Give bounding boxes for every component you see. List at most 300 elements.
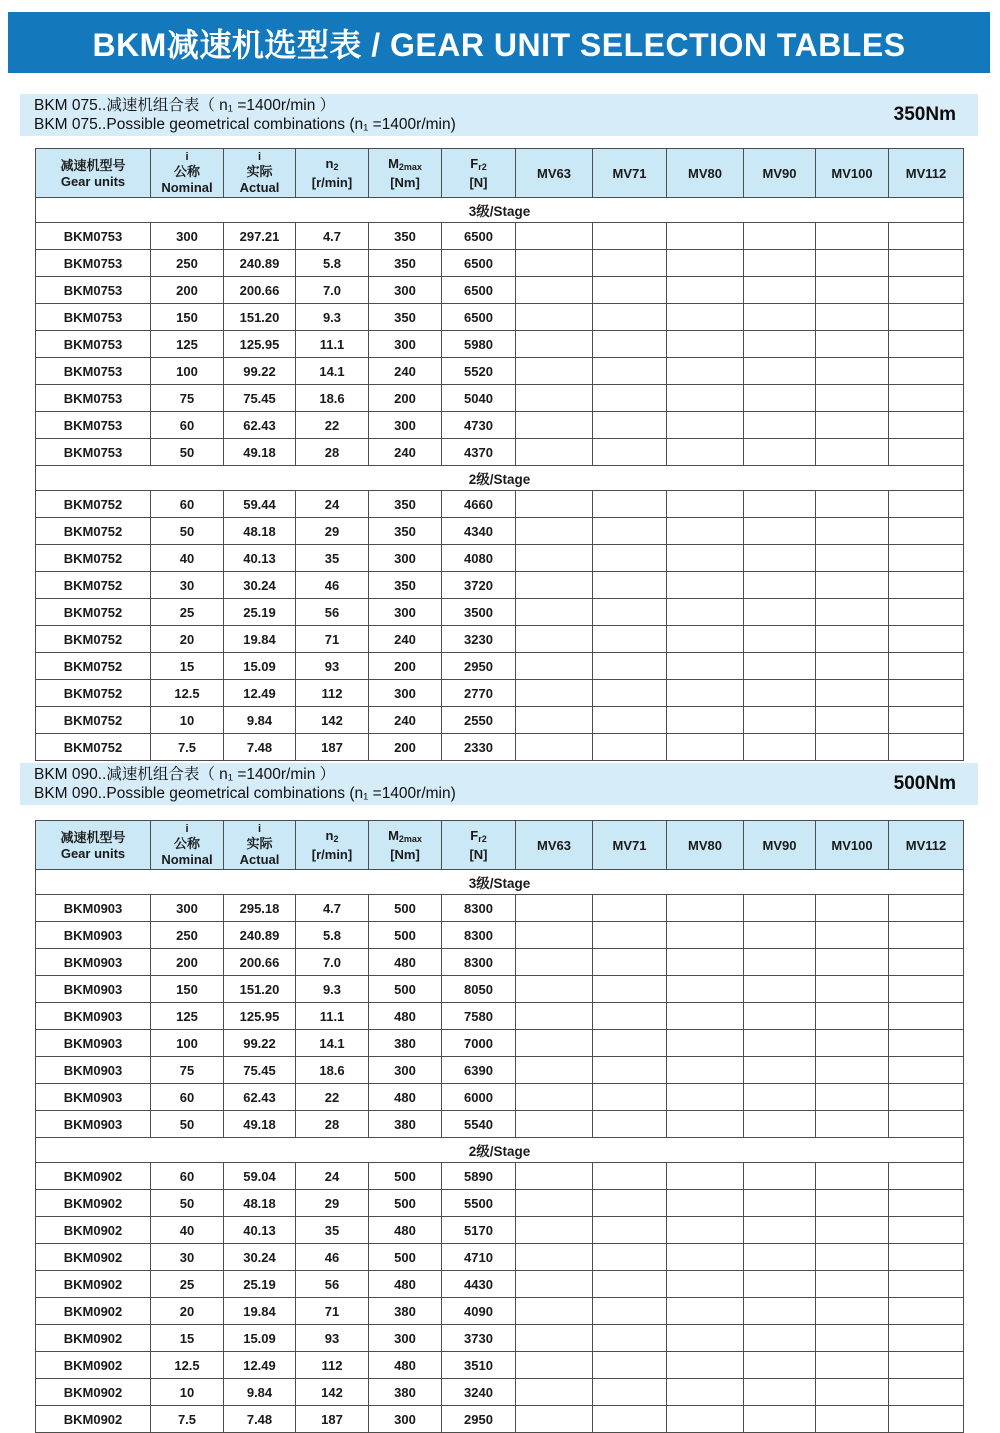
mv-availability-cell-mv80: [667, 1352, 744, 1379]
mv-availability-cell-mv112: [889, 1003, 964, 1030]
mv-availability-cell-mv80: [667, 734, 744, 761]
torque-m2max-value: 240: [369, 707, 442, 734]
ratio-actual-value: 7.48: [224, 1406, 296, 1433]
ratio-nominal-value: 25: [151, 1271, 224, 1298]
mv-availability-cell-mv100: [816, 223, 889, 250]
gear-unit-model: BKM0902: [36, 1190, 151, 1217]
mv-availability-cell-mv90: [744, 626, 816, 653]
mv-availability-cell-mv71: [593, 1163, 667, 1190]
mv-availability-cell-mv80: [667, 653, 744, 680]
mv-availability-cell-mv100: [816, 385, 889, 412]
mv-availability-cell-mv71: [593, 250, 667, 277]
section-title-zh: BKM 075..减速机组合表（ n₁ =1400r/min ）: [34, 97, 336, 114]
torque-m2max-value: 480: [369, 1352, 442, 1379]
mv-availability-cell-mv63: [516, 491, 593, 518]
mv-availability-cell-mv63: [516, 1271, 593, 1298]
force-fr2-value: 6500: [442, 223, 516, 250]
mv-availability-cell-mv100: [816, 707, 889, 734]
table-header-row: [36, 821, 964, 870]
mv-availability-cell-mv90: [744, 1271, 816, 1298]
mv-availability-cell-mv100: [816, 680, 889, 707]
ratio-actual-value: 62.43: [224, 1084, 296, 1111]
speed-n2-value: 29: [296, 1190, 369, 1217]
mv-availability-cell-mv80: [667, 949, 744, 976]
mv-availability-cell-mv90: [744, 734, 816, 761]
mv-availability-cell-mv112: [889, 680, 964, 707]
speed-n2-value: 11.1: [296, 331, 369, 358]
col-header-mv100: MV100: [816, 821, 889, 870]
mv-availability-cell-mv71: [593, 734, 667, 761]
speed-n2-value: 28: [296, 1111, 369, 1138]
mv-availability-cell-mv90: [744, 439, 816, 466]
table-row: [36, 922, 964, 949]
speed-n2-value: 14.1: [296, 1030, 369, 1057]
mv-availability-cell-mv112: [889, 976, 964, 1003]
stage-band-row: [36, 870, 964, 895]
stage-band-row: [36, 1138, 964, 1163]
torque-m2max-value: 380: [369, 1111, 442, 1138]
table-row: [36, 626, 964, 653]
mv-availability-cell-mv90: [744, 922, 816, 949]
mv-availability-cell-mv71: [593, 1325, 667, 1352]
mv-availability-cell-mv90: [744, 1406, 816, 1433]
selection-table-bkm075: [35, 148, 964, 761]
page-banner: [8, 12, 990, 73]
table-header-row: [36, 149, 964, 198]
torque-m2max-value: 350: [369, 491, 442, 518]
section-header-bkm075: [20, 94, 978, 136]
ratio-actual-value: 25.19: [224, 599, 296, 626]
force-fr2-value: 2770: [442, 680, 516, 707]
table-row: [36, 491, 964, 518]
mv-availability-cell-mv80: [667, 1030, 744, 1057]
table-row: [36, 895, 964, 922]
force-fr2-value: 6390: [442, 1057, 516, 1084]
speed-n2-value: 142: [296, 707, 369, 734]
mv-availability-cell-mv100: [816, 304, 889, 331]
gear-unit-model: BKM0753: [36, 223, 151, 250]
ratio-nominal-value: 150: [151, 304, 224, 331]
mv-availability-cell-mv90: [744, 572, 816, 599]
ratio-actual-value: 12.49: [224, 1352, 296, 1379]
ratio-actual-value: 99.22: [224, 1030, 296, 1057]
force-fr2-value: 6500: [442, 277, 516, 304]
mv-availability-cell-mv112: [889, 653, 964, 680]
speed-n2-value: 46: [296, 1244, 369, 1271]
ratio-actual-value: 9.84: [224, 707, 296, 734]
mv-availability-cell-mv71: [593, 1379, 667, 1406]
mv-availability-cell-mv80: [667, 680, 744, 707]
mv-availability-cell-mv63: [516, 895, 593, 922]
mv-availability-cell-mv63: [516, 626, 593, 653]
mv-availability-cell-mv63: [516, 412, 593, 439]
mv-availability-cell-mv112: [889, 1244, 964, 1271]
ratio-actual-value: 59.44: [224, 491, 296, 518]
mv-availability-cell-mv112: [889, 895, 964, 922]
mv-availability-cell-mv90: [744, 277, 816, 304]
table-row: [36, 1190, 964, 1217]
mv-availability-cell-mv80: [667, 331, 744, 358]
col-header-mv112: MV112: [889, 821, 964, 870]
mv-availability-cell-mv100: [816, 439, 889, 466]
subscript-label: 2max: [398, 834, 422, 844]
gear-unit-model: BKM0752: [36, 599, 151, 626]
mv-availability-cell-mv90: [744, 949, 816, 976]
gear-unit-model: BKM0753: [36, 385, 151, 412]
mv-availability-cell-mv90: [744, 250, 816, 277]
mv-availability-cell-mv100: [816, 491, 889, 518]
gear-unit-model: BKM0903: [36, 976, 151, 1003]
torque-m2max-value: 300: [369, 412, 442, 439]
mv-availability-cell-mv112: [889, 572, 964, 599]
mv-availability-cell-mv71: [593, 707, 667, 734]
torque-m2max-value: 240: [369, 358, 442, 385]
mv-availability-cell-mv71: [593, 358, 667, 385]
mv-availability-cell-mv100: [816, 1325, 889, 1352]
mv-availability-cell-mv90: [744, 1111, 816, 1138]
force-fr2-value: 4370: [442, 439, 516, 466]
mv-availability-cell-mv63: [516, 223, 593, 250]
ratio-nominal-value: 200: [151, 277, 224, 304]
mv-availability-cell-mv90: [744, 385, 816, 412]
col-header-fr2: Fr2 [N]: [442, 149, 516, 198]
force-fr2-value: 8300: [442, 895, 516, 922]
ratio-actual-value: 30.24: [224, 1244, 296, 1271]
col-header-ratio-actual: i 实际 Actual: [224, 821, 296, 870]
torque-m2max-value: 380: [369, 1030, 442, 1057]
mv-availability-cell-mv71: [593, 922, 667, 949]
mv-availability-cell-mv100: [816, 1190, 889, 1217]
mv-availability-cell-mv100: [816, 1406, 889, 1433]
ratio-nominal-value: 125: [151, 331, 224, 358]
torque-m2max-value: 300: [369, 277, 442, 304]
mv-availability-cell-mv71: [593, 1271, 667, 1298]
mv-availability-cell-mv80: [667, 1379, 744, 1406]
speed-n2-value: 24: [296, 491, 369, 518]
subscript-label: 2: [333, 834, 339, 844]
mv-availability-cell-mv100: [816, 1030, 889, 1057]
ratio-actual-value: 48.18: [224, 1190, 296, 1217]
speed-n2-value: 187: [296, 734, 369, 761]
ratio-actual-value: 30.24: [224, 572, 296, 599]
table-row: [36, 1244, 964, 1271]
mv-availability-cell-mv100: [816, 922, 889, 949]
mv-availability-cell-mv100: [816, 949, 889, 976]
gear-unit-model: BKM0752: [36, 626, 151, 653]
mv-availability-cell-mv100: [816, 250, 889, 277]
table-row: [36, 1217, 964, 1244]
stage-band-label: 3级/Stage: [36, 198, 964, 223]
mv-availability-cell-mv112: [889, 385, 964, 412]
ratio-actual-value: 49.18: [224, 439, 296, 466]
ratio-actual-value: 25.19: [224, 1271, 296, 1298]
mv-availability-cell-mv112: [889, 1352, 964, 1379]
speed-n2-value: 4.7: [296, 895, 369, 922]
ratio-nominal-value: 250: [151, 250, 224, 277]
ratio-nominal-value: 60: [151, 1163, 224, 1190]
mv-availability-cell-mv90: [744, 1057, 816, 1084]
mv-availability-cell-mv112: [889, 1325, 964, 1352]
force-fr2-value: 2550: [442, 707, 516, 734]
speed-n2-value: 56: [296, 599, 369, 626]
ratio-nominal-value: 20: [151, 626, 224, 653]
mv-availability-cell-mv112: [889, 518, 964, 545]
stage-band-label: 2级/Stage: [36, 1138, 964, 1163]
mv-availability-cell-mv63: [516, 1003, 593, 1030]
ratio-nominal-value: 50: [151, 439, 224, 466]
gear-unit-model: BKM0902: [36, 1244, 151, 1271]
mv-availability-cell-mv63: [516, 1057, 593, 1084]
mv-availability-cell-mv100: [816, 599, 889, 626]
torque-m2max-value: 300: [369, 599, 442, 626]
mv-availability-cell-mv63: [516, 653, 593, 680]
table-row: [36, 385, 964, 412]
col-header-mv63: MV63: [516, 149, 593, 198]
table-row: [36, 1111, 964, 1138]
gear-unit-model: BKM0902: [36, 1163, 151, 1190]
mv-availability-cell-mv71: [593, 895, 667, 922]
stage-band-row: [36, 466, 964, 491]
col-header-mv80: MV80: [667, 149, 744, 198]
ratio-nominal-value: 12.5: [151, 680, 224, 707]
mv-availability-cell-mv100: [816, 1298, 889, 1325]
ratio-actual-value: 40.13: [224, 1217, 296, 1244]
gear-unit-model: BKM0752: [36, 572, 151, 599]
mv-availability-cell-mv63: [516, 1298, 593, 1325]
mv-availability-cell-mv112: [889, 545, 964, 572]
table-row: [36, 331, 964, 358]
mv-availability-cell-mv71: [593, 599, 667, 626]
speed-n2-value: 142: [296, 1379, 369, 1406]
torque-m2max-value: 350: [369, 223, 442, 250]
torque-m2max-value: 240: [369, 626, 442, 653]
speed-n2-value: 7.0: [296, 277, 369, 304]
subscript-label: 2max: [398, 162, 422, 172]
mv-availability-cell-mv100: [816, 1111, 889, 1138]
mv-availability-cell-mv112: [889, 734, 964, 761]
mv-availability-cell-mv90: [744, 1030, 816, 1057]
mv-availability-cell-mv63: [516, 1084, 593, 1111]
mv-availability-cell-mv80: [667, 385, 744, 412]
force-fr2-value: 5500: [442, 1190, 516, 1217]
force-fr2-value: 6500: [442, 250, 516, 277]
torque-m2max-value: 350: [369, 572, 442, 599]
ratio-nominal-value: 30: [151, 1244, 224, 1271]
table-row: [36, 1379, 964, 1406]
col-header-fr2: Fr2 [N]: [442, 821, 516, 870]
speed-n2-value: 35: [296, 1217, 369, 1244]
mv-availability-cell-mv71: [593, 277, 667, 304]
speed-n2-value: 28: [296, 439, 369, 466]
mv-availability-cell-mv112: [889, 223, 964, 250]
mv-availability-cell-mv80: [667, 976, 744, 1003]
ratio-nominal-value: 15: [151, 653, 224, 680]
mv-availability-cell-mv71: [593, 1084, 667, 1111]
ratio-actual-value: 297.21: [224, 223, 296, 250]
speed-n2-value: 46: [296, 572, 369, 599]
mv-availability-cell-mv90: [744, 1379, 816, 1406]
speed-n2-value: 7.0: [296, 949, 369, 976]
mv-availability-cell-mv90: [744, 331, 816, 358]
table-row: [36, 599, 964, 626]
col-header-mv90: MV90: [744, 149, 816, 198]
force-fr2-value: 3720: [442, 572, 516, 599]
torque-m2max-value: 200: [369, 734, 442, 761]
mv-availability-cell-mv90: [744, 358, 816, 385]
ratio-actual-value: 9.84: [224, 1379, 296, 1406]
mv-availability-cell-mv71: [593, 1030, 667, 1057]
mv-availability-cell-mv80: [667, 1057, 744, 1084]
speed-n2-value: 112: [296, 1352, 369, 1379]
mv-availability-cell-mv71: [593, 1190, 667, 1217]
mv-availability-cell-mv100: [816, 518, 889, 545]
ratio-nominal-value: 10: [151, 707, 224, 734]
table-row: [36, 250, 964, 277]
mv-availability-cell-mv112: [889, 304, 964, 331]
ratio-nominal-value: 50: [151, 518, 224, 545]
torque-m2max-value: 380: [369, 1379, 442, 1406]
ratio-actual-value: 40.13: [224, 545, 296, 572]
mv-availability-cell-mv90: [744, 304, 816, 331]
gear-unit-model: BKM0902: [36, 1271, 151, 1298]
gear-unit-model: BKM0753: [36, 304, 151, 331]
mv-availability-cell-mv71: [593, 518, 667, 545]
mv-availability-cell-mv112: [889, 1111, 964, 1138]
speed-n2-value: 9.3: [296, 304, 369, 331]
section-header-bkm090: [20, 763, 978, 805]
mv-availability-cell-mv112: [889, 1379, 964, 1406]
gear-unit-model: BKM0902: [36, 1406, 151, 1433]
speed-n2-value: 187: [296, 1406, 369, 1433]
col-header-gear-units: 减速机型号 Gear units: [36, 821, 151, 870]
ratio-actual-value: 125.95: [224, 1003, 296, 1030]
mv-availability-cell-mv71: [593, 1217, 667, 1244]
torque-m2max-value: 300: [369, 1325, 442, 1352]
mv-availability-cell-mv63: [516, 304, 593, 331]
mv-availability-cell-mv63: [516, 976, 593, 1003]
table-row: [36, 1163, 964, 1190]
mv-availability-cell-mv90: [744, 895, 816, 922]
ratio-actual-value: 295.18: [224, 895, 296, 922]
mv-availability-cell-mv80: [667, 1244, 744, 1271]
table-row: [36, 223, 964, 250]
mv-availability-cell-mv80: [667, 250, 744, 277]
force-fr2-value: 5040: [442, 385, 516, 412]
mv-availability-cell-mv71: [593, 1244, 667, 1271]
mv-availability-cell-mv80: [667, 304, 744, 331]
mv-availability-cell-mv71: [593, 1298, 667, 1325]
mv-availability-cell-mv80: [667, 518, 744, 545]
ratio-nominal-value: 30: [151, 572, 224, 599]
ratio-nominal-value: 40: [151, 1217, 224, 1244]
mv-availability-cell-mv63: [516, 545, 593, 572]
torque-m2max-value: 240: [369, 439, 442, 466]
mv-availability-cell-mv71: [593, 385, 667, 412]
section-title-en: BKM 090..Possible geometrical combinations (n₁ =1400r/min): [34, 785, 456, 802]
mv-availability-cell-mv80: [667, 626, 744, 653]
table-row: [36, 545, 964, 572]
table-row: [36, 976, 964, 1003]
force-fr2-value: 2950: [442, 1406, 516, 1433]
ratio-nominal-value: 150: [151, 976, 224, 1003]
mv-availability-cell-mv100: [816, 895, 889, 922]
torque-m2max-value: 300: [369, 1406, 442, 1433]
mv-availability-cell-mv80: [667, 1003, 744, 1030]
mv-availability-cell-mv71: [593, 680, 667, 707]
torque-m2max-value: 300: [369, 1057, 442, 1084]
mv-availability-cell-mv71: [593, 1111, 667, 1138]
mv-availability-cell-mv63: [516, 439, 593, 466]
mv-availability-cell-mv63: [516, 1406, 593, 1433]
torque-m2max-value: 500: [369, 895, 442, 922]
ratio-actual-value: 7.48: [224, 734, 296, 761]
force-fr2-value: 3500: [442, 599, 516, 626]
speed-n2-value: 22: [296, 1084, 369, 1111]
mv-availability-cell-mv80: [667, 277, 744, 304]
gear-unit-model: BKM0903: [36, 1111, 151, 1138]
force-fr2-value: 2950: [442, 653, 516, 680]
mv-availability-cell-mv63: [516, 572, 593, 599]
mv-availability-cell-mv63: [516, 949, 593, 976]
torque-rating: 350Nm: [893, 104, 956, 125]
mv-availability-cell-mv100: [816, 1379, 889, 1406]
mv-availability-cell-mv90: [744, 1163, 816, 1190]
ratio-nominal-value: 300: [151, 895, 224, 922]
table-row: [36, 1325, 964, 1352]
mv-availability-cell-mv112: [889, 1057, 964, 1084]
gear-unit-model: BKM0903: [36, 922, 151, 949]
torque-m2max-value: 480: [369, 1003, 442, 1030]
ratio-actual-value: 12.49: [224, 680, 296, 707]
mv-availability-cell-mv63: [516, 518, 593, 545]
gear-unit-model: BKM0903: [36, 895, 151, 922]
speed-n2-value: 29: [296, 518, 369, 545]
col-header-m2max: M2max [Nm]: [369, 821, 442, 870]
mv-availability-cell-mv100: [816, 358, 889, 385]
mv-availability-cell-mv63: [516, 358, 593, 385]
ratio-actual-value: 75.45: [224, 1057, 296, 1084]
ratio-nominal-value: 300: [151, 223, 224, 250]
table-row: [36, 734, 964, 761]
mv-availability-cell-mv100: [816, 572, 889, 599]
torque-m2max-value: 380: [369, 1298, 442, 1325]
mv-availability-cell-mv112: [889, 1030, 964, 1057]
mv-availability-cell-mv100: [816, 1271, 889, 1298]
gear-unit-model: BKM0902: [36, 1352, 151, 1379]
torque-m2max-value: 500: [369, 1244, 442, 1271]
table-row: [36, 949, 964, 976]
mv-availability-cell-mv100: [816, 1352, 889, 1379]
gear-unit-model: BKM0752: [36, 707, 151, 734]
mv-availability-cell-mv90: [744, 1003, 816, 1030]
mv-availability-cell-mv80: [667, 572, 744, 599]
mv-availability-cell-mv71: [593, 653, 667, 680]
force-fr2-value: 2330: [442, 734, 516, 761]
torque-m2max-value: 500: [369, 976, 442, 1003]
speed-n2-value: 93: [296, 653, 369, 680]
force-fr2-value: 3230: [442, 626, 516, 653]
ratio-nominal-value: 15: [151, 1325, 224, 1352]
speed-n2-value: 9.3: [296, 976, 369, 1003]
page-title: BKM减速机选型表 / GEAR UNIT SELECTION TABLES: [92, 26, 906, 63]
mv-availability-cell-mv71: [593, 304, 667, 331]
mv-availability-cell-mv100: [816, 331, 889, 358]
mv-availability-cell-mv90: [744, 1352, 816, 1379]
mv-availability-cell-mv71: [593, 1352, 667, 1379]
gear-unit-model: BKM0902: [36, 1379, 151, 1406]
mv-availability-cell-mv71: [593, 331, 667, 358]
force-fr2-value: 4080: [442, 545, 516, 572]
